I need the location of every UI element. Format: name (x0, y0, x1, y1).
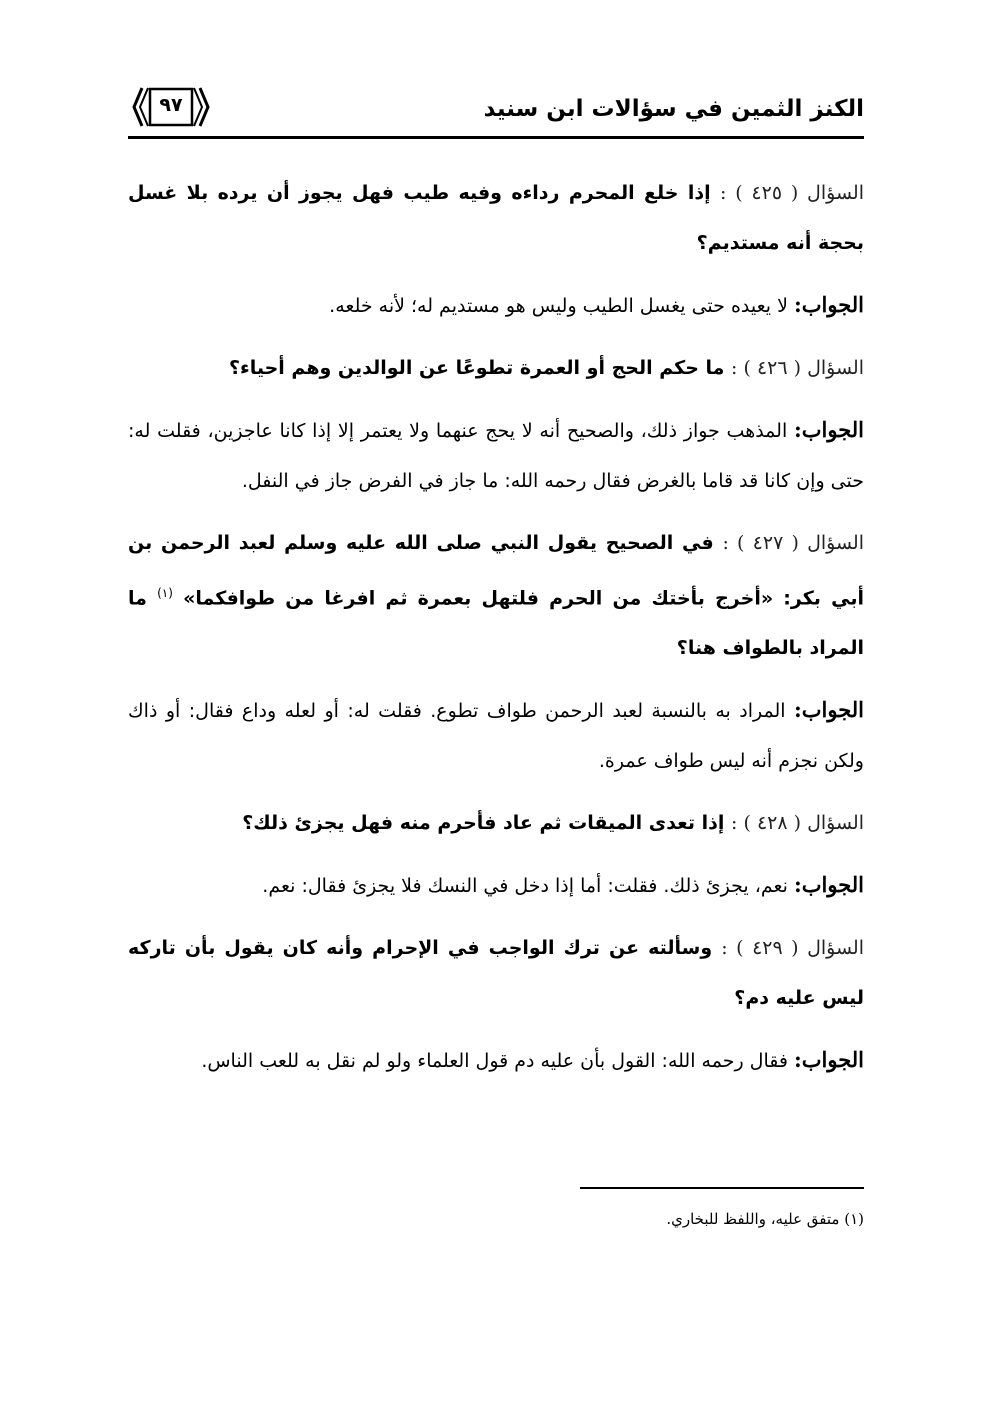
answer-block (128, 280, 864, 331)
question-block (128, 923, 864, 1023)
footnote: (١) متفق عليه، واللفظ للبخاري. (666, 1210, 864, 1228)
question-label: السؤال ( ٤٢٩ ) : (721, 937, 864, 960)
question-block (128, 518, 864, 673)
answer-block (128, 685, 864, 786)
question-label: السؤال ( ٤٢٧ ) : (722, 532, 864, 554)
answer-label: الجواب: (794, 292, 864, 317)
answer-text: فقال رحمه الله: القول بأن عليه دم قول العلماء ولو لم نقل به للعب الناس. (201, 1050, 788, 1073)
page-number-badge (132, 86, 210, 128)
page-header (128, 86, 864, 138)
answer-label: الجواب: (794, 1047, 864, 1073)
footnote-reference[interactable]: (١) (157, 586, 173, 600)
page-content (128, 168, 864, 1098)
answer-text: نعم، يجزئ ذلك. فقلت: أما إذا دخل في النسك فلا يجزئ فقال: نعم. (262, 875, 788, 898)
answer-text: المراد به بالنسبة لعبد الرحمن طواف تطوع. فقلت له: أو لعله وداع فقال: أو ذاك ولكن نجزم أنه ليس طواف عمرة. (128, 700, 864, 773)
question-text: ما حكم الحج أو العمرة تطوعًا عن الوالدين وهم أحياء؟ (228, 357, 725, 379)
page-number: ٩٧ (159, 94, 183, 116)
answer-block (128, 860, 864, 911)
answer-label: الجواب: (794, 872, 864, 898)
answer-block (128, 405, 864, 506)
question-label: السؤال ( ٤٢٦ ) : (731, 357, 864, 379)
footnote-divider (580, 1187, 864, 1189)
question-text-continued: ما المراد بالطواف هنا؟ (128, 587, 864, 660)
question-text: في الصحيح يقول النبي صلى الله عليه وسلم لعبد الرحمن بن أبي بكر: «أخرج بأختك من الحرم فلتهل بعمرة ثم افرغا من طوافكما» (128, 532, 864, 610)
question-block (128, 168, 864, 268)
question-block (128, 798, 864, 848)
question-block (128, 343, 864, 393)
question-label: السؤال ( ٤٢٥ ) : (720, 182, 864, 204)
answer-text: المذهب جواز ذلك، والصحيح أنه لا يحج عنهما ولا يعتمر إلا إذا كانا عاجزين، فقلت له: حتى وإن كانا قد قاما بالغرض فقال رحمه الله: ما جاز في الفرض جاز في النفل. (128, 420, 864, 492)
running-title: الكنز الثمين في سؤالات ابن سنيد (483, 96, 864, 122)
question-label: السؤال ( ٤٢٨ ) : (731, 812, 864, 835)
answer-label: الجواب: (794, 417, 864, 442)
answer-text: لا يعيده حتى يغسل الطيب وليس هو مستديم له؛ لأنه خلعه. (329, 295, 788, 317)
answer-label: الجواب: (794, 697, 864, 723)
question-text: وسألته عن ترك الواجب في الإحرام وأنه كان يقول بأن تاركه ليس عليه دم؟ (128, 937, 864, 1010)
question-text: إذا تعدى الميقات ثم عاد فأحرم منه فهل يجزئ ذلك؟ (242, 812, 725, 835)
header-divider (128, 136, 864, 139)
question-text: إذا خلع المحرم رداءه وفيه طيب فهل يجوز أن يرده بلا غسل بحجة أنه مستديم؟ (128, 182, 864, 254)
answer-block (128, 1035, 864, 1086)
